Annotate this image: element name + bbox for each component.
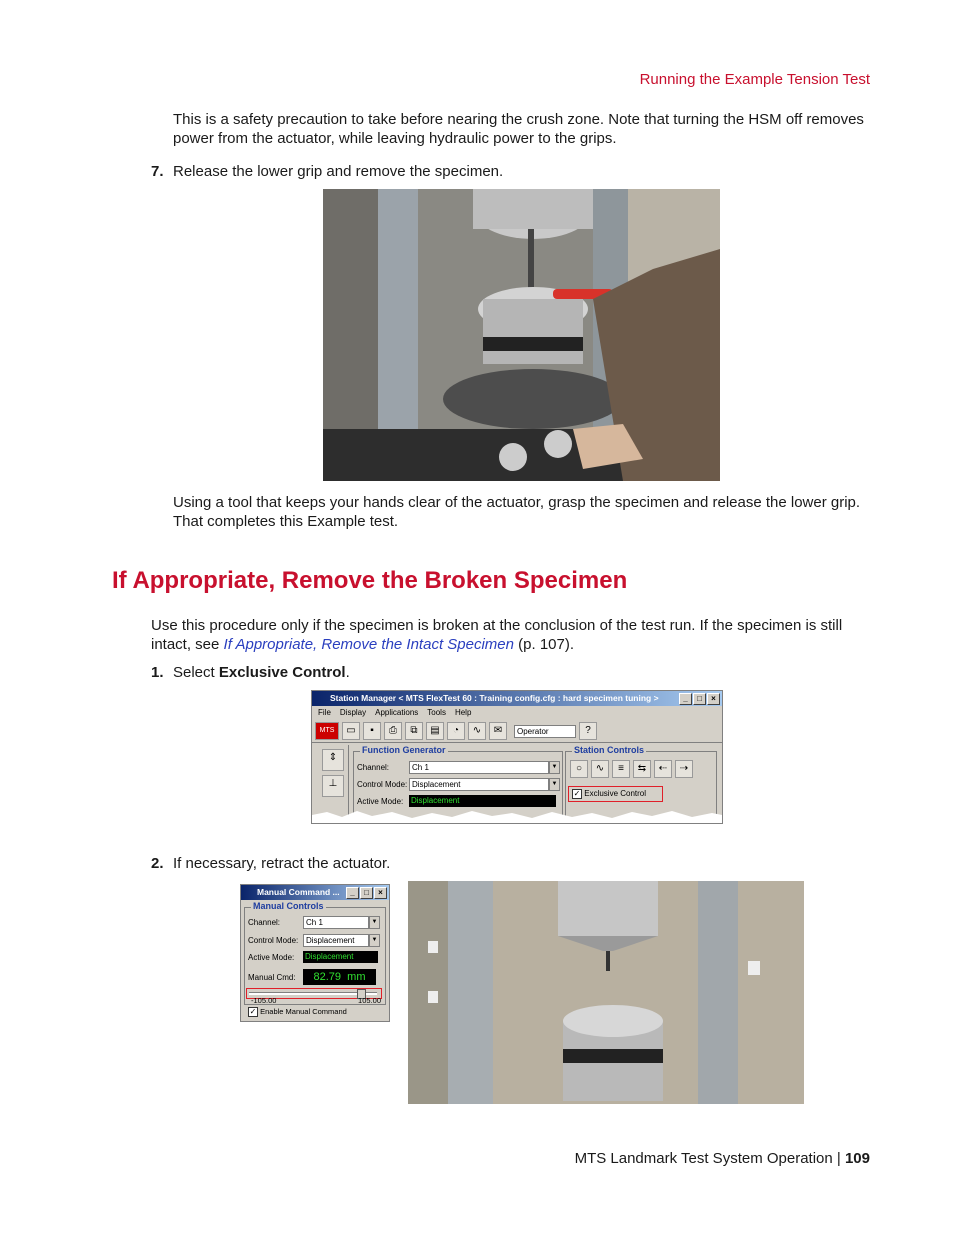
step-number: 1. <box>151 664 164 681</box>
station-manager-titlebar <box>312 691 722 706</box>
fg-channel-select[interactable]: Ch 1 <box>409 761 549 774</box>
menu-file[interactable]: File <box>318 708 331 717</box>
mc-manual-cmd-row <box>248 969 376 985</box>
fg-channel-row <box>357 761 560 774</box>
slider-max-label: 105.00 <box>358 996 381 1005</box>
toolbar <box>312 720 722 743</box>
arrow-right-icon[interactable]: ⇢ <box>675 760 693 778</box>
fg-channel-label: Channel: <box>357 763 390 772</box>
step-2 <box>151 854 390 873</box>
menu-bar <box>312 706 722 720</box>
station-control-buttons <box>570 760 693 778</box>
page-number: 109 <box>844 1150 870 1167</box>
mc-control-mode-label: Control Mode: <box>248 936 299 945</box>
mc-channel-label: Channel: <box>248 918 281 927</box>
intro-paragraph: This is a safety precaution to take before nearing the crush zone. Note that turning the HSM off removes power from the actuator, while leaving hydraulic power to the grips. <box>173 111 864 147</box>
reset-icon[interactable]: ○ <box>570 760 588 778</box>
step-text-after: . <box>345 664 350 681</box>
transfer-icon[interactable]: ⇆ <box>633 760 651 778</box>
torn-edge-decoration <box>312 809 722 823</box>
mc-channel-spinner[interactable]: ▼ <box>369 916 380 929</box>
waveform-icon[interactable]: ∿ <box>591 760 609 778</box>
step-bold-text: Exclusive Control <box>218 664 346 681</box>
step-number: 7. <box>151 163 164 180</box>
close-button[interactable]: × <box>374 887 387 899</box>
footer-doc-title: MTS Landmark Test System Operation | <box>574 1150 845 1167</box>
enable-manual-command-checkbox[interactable]: ✓ <box>249 1007 257 1017</box>
station-icon[interactable]: ▤ <box>426 722 444 740</box>
actuator-icon[interactable]: ⇕ <box>322 749 344 771</box>
exclusive-control-checkbox[interactable]: ✓ <box>573 788 581 798</box>
minimize-button[interactable]: _ <box>346 887 359 899</box>
help-icon[interactable]: ? <box>579 722 597 740</box>
mc-active-mode-label: Active Mode: <box>248 952 295 962</box>
copy-icon[interactable]: ⧉ <box>405 722 423 740</box>
arrow-left-icon[interactable]: ⇠ <box>654 760 672 778</box>
exclusive-control-checkbox-row[interactable] <box>568 786 663 802</box>
remove-specimen-photo-illustration <box>323 189 720 481</box>
enable-manual-command-row[interactable] <box>248 1007 347 1017</box>
message-icon[interactable]: ✉ <box>489 722 507 740</box>
step-text-before: Select <box>173 664 219 681</box>
test-frame-photo <box>408 881 804 1104</box>
close-button[interactable]: × <box>707 693 720 705</box>
slider-min-label: -105.00 <box>251 996 277 1005</box>
print-icon[interactable]: ⎙ <box>384 722 402 740</box>
manual-command-window <box>240 884 390 1022</box>
manual-controls-group <box>244 901 386 1005</box>
mts-logo-icon: MTS <box>315 722 339 740</box>
step-1 <box>151 663 350 682</box>
signal-icon[interactable]: ∿ <box>468 722 486 740</box>
fg-active-mode-row <box>357 795 556 807</box>
para-text-before-link: Use this procedure only if the specimen is broken at the conclusion of the test run. If the specimen is still intact, see <box>151 617 843 653</box>
mc-control-mode-spinner[interactable]: ▼ <box>369 934 380 947</box>
station-manager-title: Station Manager < MTS FlexTest 60 : Training config.cfg : hard specimen tuning > <box>330 693 659 703</box>
fg-channel-spinner[interactable]: ▼ <box>549 761 560 774</box>
menu-display[interactable]: Display <box>339 708 367 717</box>
step-text: Release the lower grip and remove the specimen. <box>173 163 504 180</box>
fg-control-mode-label: Control Mode: <box>357 780 408 789</box>
manual-command-titlebar <box>241 885 389 900</box>
station-controls-title: Station Controls <box>574 745 644 755</box>
function-generator-title: Function Generator <box>362 745 446 755</box>
minimize-button[interactable]: _ <box>679 693 692 705</box>
mc-manual-cmd-value: 82.79 mm <box>303 969 376 985</box>
interlock-icon[interactable]: ≡ <box>612 760 630 778</box>
step-7 <box>151 162 503 181</box>
fg-active-mode-value: Displacement <box>409 795 556 807</box>
fg-control-mode-spinner[interactable]: ▼ <box>549 778 560 791</box>
step-number: 2. <box>151 855 164 872</box>
mc-channel-select[interactable]: Ch 1 <box>303 916 369 929</box>
access-level-select[interactable]: Operator <box>514 725 576 738</box>
menu-help[interactable]: Help <box>454 708 472 717</box>
menu-applications[interactable]: Applications <box>375 708 419 717</box>
maximize-button[interactable]: □ <box>693 693 706 705</box>
footer <box>575 1150 870 1167</box>
para-text-after-link: (p. 107). <box>513 636 575 653</box>
manual-command-title: Manual Command ... <box>257 887 340 897</box>
mc-manual-cmd-label: Manual Cmd: <box>248 972 296 982</box>
intact-specimen-link[interactable]: If Appropriate, Remove the Intact Specimen <box>223 636 514 653</box>
remove-specimen-photo <box>323 189 720 481</box>
running-header: Running the Example Tension Test <box>639 71 870 88</box>
fg-control-mode-select[interactable]: Displacement <box>409 778 549 791</box>
mc-control-mode-row <box>248 934 380 947</box>
step-text: If necessary, retract the actuator. <box>173 855 391 872</box>
section-intro-paragraph <box>151 616 873 654</box>
gauge-icon[interactable]: ◔ <box>447 722 465 740</box>
after-photo-paragraph: Using a tool that keeps your hands clear of the actuator, grasp the specimen and release the lower grip. That completes this Example test. <box>173 494 861 530</box>
maximize-button[interactable]: □ <box>360 887 373 899</box>
station-manager-window <box>311 690 723 824</box>
mc-control-mode-select[interactable]: Displacement <box>303 934 369 947</box>
test-frame-photo-illustration <box>408 881 804 1104</box>
section-heading: If Appropriate, Remove the Broken Specimen <box>112 567 628 594</box>
manual-controls-title: Manual Controls <box>253 901 324 911</box>
mc-active-mode-row <box>248 951 378 963</box>
open-folder-icon[interactable]: ▭ <box>342 722 360 740</box>
slider-range-labels <box>251 996 381 1005</box>
specimen-icon[interactable]: ⊥ <box>322 775 344 797</box>
fg-control-mode-row <box>357 778 560 791</box>
exclusive-control-label: Exclusive Control <box>584 789 647 798</box>
enable-manual-command-label: Enable Manual Command <box>260 1007 347 1016</box>
mc-active-mode-value: Displacement <box>303 951 378 963</box>
save-icon[interactable]: ▪ <box>363 722 381 740</box>
fg-active-mode-label: Active Mode: <box>357 796 404 806</box>
menu-tools[interactable]: Tools <box>427 708 446 717</box>
mc-channel-row <box>248 916 380 929</box>
